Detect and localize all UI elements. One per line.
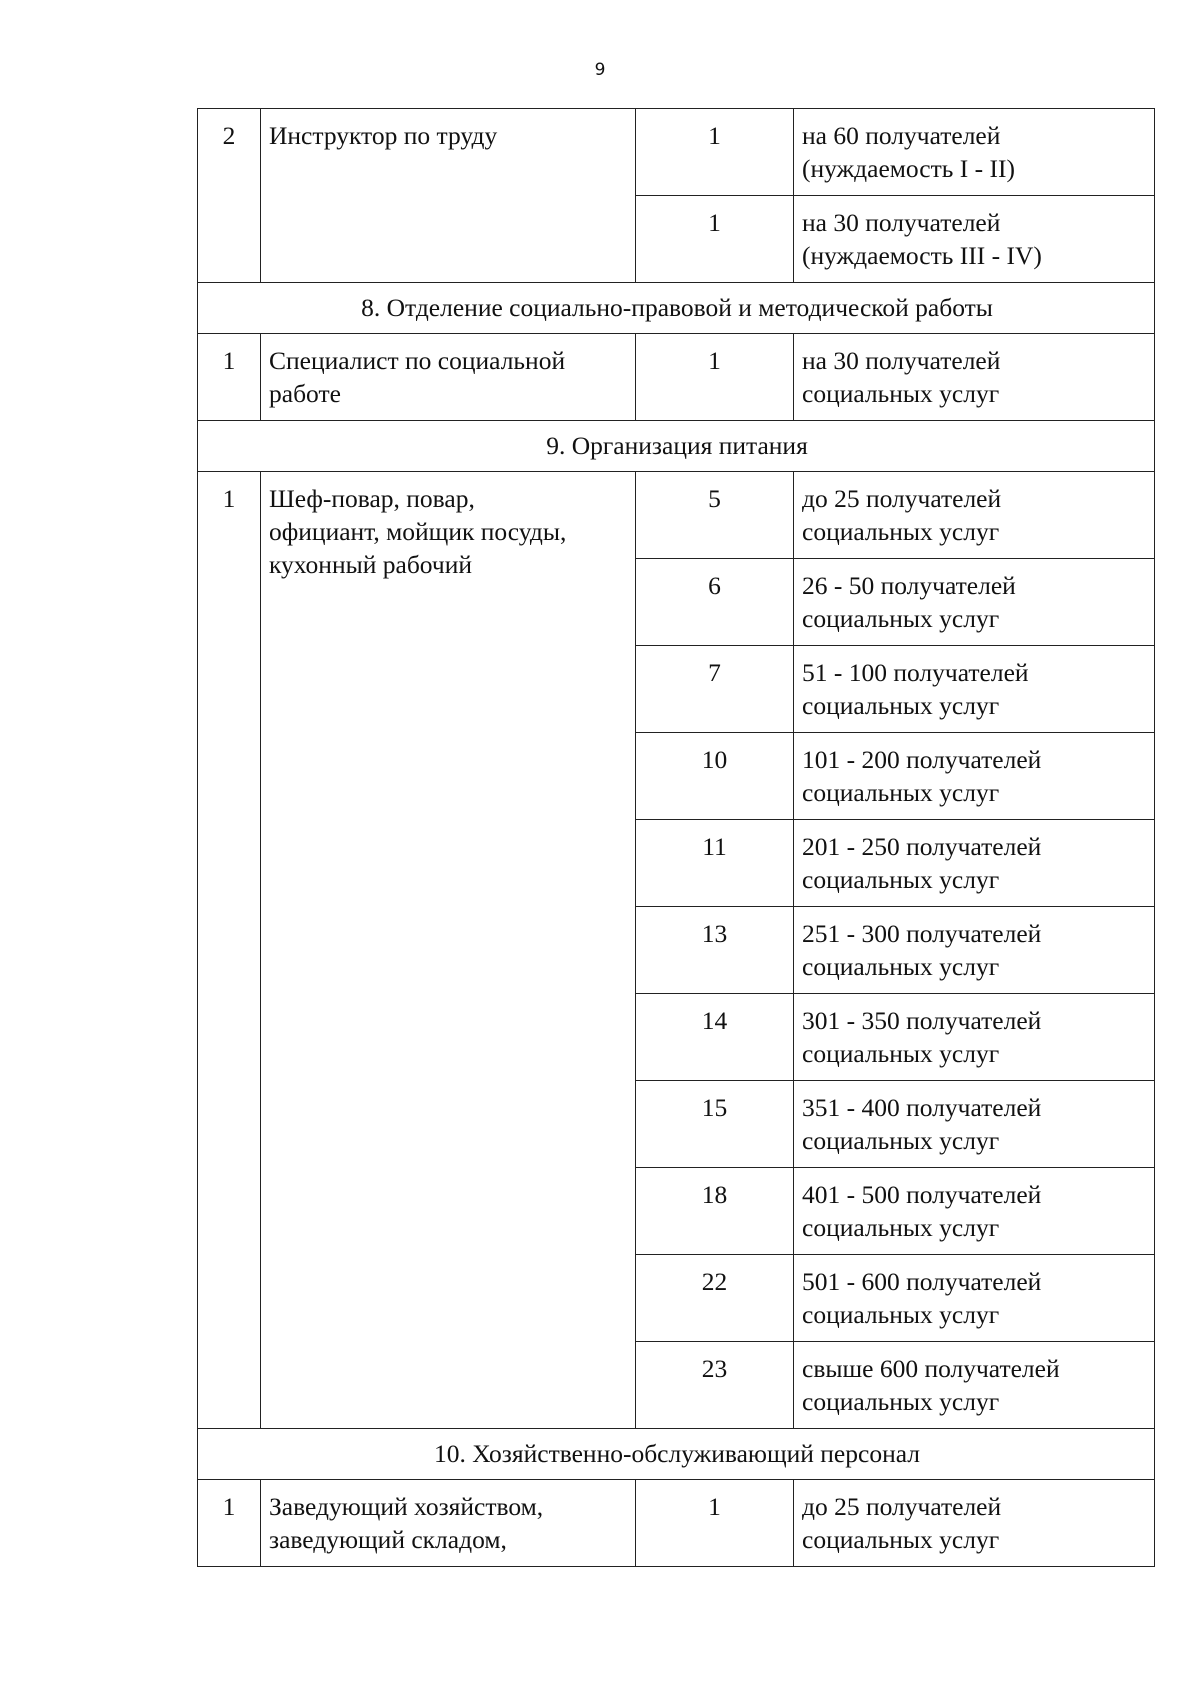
norm-line: социальных услуг <box>802 952 1000 981</box>
norm-line: 201 - 250 получателей <box>802 832 1042 861</box>
norm-cell <box>794 1168 1155 1255</box>
row-number-cell: 1 <box>198 472 261 1429</box>
norm-line: (нуждаемость III - IV) <box>802 241 1042 270</box>
norm-line: 401 - 500 получателей <box>802 1180 1042 1209</box>
norm-line: социальных услуг <box>802 1300 1000 1329</box>
position-line: Заведующий хозяйством, <box>269 1492 544 1521</box>
table-row <box>198 1480 1155 1567</box>
norm-line: социальных услуг <box>802 379 1000 408</box>
norm-line: 301 - 350 получателей <box>802 1006 1042 1035</box>
norm-line: социальных услуг <box>802 1387 1000 1416</box>
section-header-row <box>198 421 1155 472</box>
quantity-cell: 22 <box>636 1255 794 1342</box>
norm-cell <box>794 1081 1155 1168</box>
norm-cell <box>794 733 1155 820</box>
norm-cell <box>794 907 1155 994</box>
position-cell <box>261 1480 636 1567</box>
norm-line: 251 - 300 получателей <box>802 919 1042 948</box>
quantity-cell: 13 <box>636 907 794 994</box>
norm-cell <box>794 820 1155 907</box>
quantity-cell: 5 <box>636 472 794 559</box>
position-line: кухонный рабочий <box>269 550 473 579</box>
position-cell <box>261 472 636 1429</box>
quantity-cell: 10 <box>636 733 794 820</box>
norm-line: до 25 получателей <box>802 1492 1002 1521</box>
norm-line: (нуждаемость I - II) <box>802 154 1015 183</box>
norm-cell <box>794 109 1155 196</box>
norm-cell <box>794 472 1155 559</box>
quantity-cell: 6 <box>636 559 794 646</box>
quantity-cell: 15 <box>636 1081 794 1168</box>
position-cell <box>261 334 636 421</box>
norm-line: социальных услуг <box>802 1039 1000 1068</box>
norm-line: социальных услуг <box>802 1525 1000 1554</box>
norm-line: социальных услуг <box>802 691 1000 720</box>
position-cell: Инструктор по труду <box>261 109 636 283</box>
norm-line: социальных услуг <box>802 604 1000 633</box>
quantity-cell: 7 <box>636 646 794 733</box>
norm-line: 501 - 600 получателей <box>802 1267 1042 1296</box>
quantity-cell: 14 <box>636 994 794 1081</box>
norm-cell <box>794 994 1155 1081</box>
position-line: официант, мойщик посуды, <box>269 517 567 546</box>
staffing-table <box>197 108 1155 1567</box>
norm-line: социальных услуг <box>802 517 1000 546</box>
quantity-cell: 1 <box>636 109 794 196</box>
norm-cell <box>794 646 1155 733</box>
norm-cell <box>794 1255 1155 1342</box>
norm-cell <box>794 559 1155 646</box>
row-number-cell: 1 <box>198 1480 261 1567</box>
norm-cell <box>794 1342 1155 1429</box>
position-line: Специалист по социальной <box>269 346 566 375</box>
norm-line: социальных услуг <box>802 1126 1000 1155</box>
norm-line: на 30 получателей <box>802 208 1001 237</box>
section-title: 8. Отделение социально-правовой и методической работы <box>198 283 1155 334</box>
norm-line: на 60 получателей <box>802 121 1001 150</box>
row-number-cell: 2 <box>198 109 261 283</box>
norm-line: до 25 получателей <box>802 484 1002 513</box>
table-row <box>198 334 1155 421</box>
section-header-row <box>198 283 1155 334</box>
section-title: 9. Организация питания <box>198 421 1155 472</box>
norm-line: социальных услуг <box>802 1213 1000 1242</box>
section-title: 10. Хозяйственно-обслуживающий персонал <box>198 1429 1155 1480</box>
quantity-cell: 1 <box>636 334 794 421</box>
norm-line: 101 - 200 получателей <box>802 745 1042 774</box>
norm-line: 26 - 50 получателей <box>802 571 1016 600</box>
norm-line: на 30 получателей <box>802 346 1001 375</box>
norm-cell <box>794 334 1155 421</box>
norm-line: социальных услуг <box>802 865 1000 894</box>
norm-cell <box>794 196 1155 283</box>
norm-line: 351 - 400 получателей <box>802 1093 1042 1122</box>
norm-line: свыше 600 получателей <box>802 1354 1060 1383</box>
position-line: Шеф-повар, повар, <box>269 484 475 513</box>
section-header-row <box>198 1429 1155 1480</box>
quantity-cell: 23 <box>636 1342 794 1429</box>
row-number-cell: 1 <box>198 334 261 421</box>
quantity-cell: 11 <box>636 820 794 907</box>
norm-cell <box>794 1480 1155 1567</box>
norm-line: 51 - 100 получателей <box>802 658 1029 687</box>
norm-line: социальных услуг <box>802 778 1000 807</box>
quantity-cell: 18 <box>636 1168 794 1255</box>
table-row <box>198 109 1155 196</box>
page-number: 9 <box>594 60 606 80</box>
quantity-cell: 1 <box>636 1480 794 1567</box>
position-line: работе <box>269 379 341 408</box>
position-line: заведующий складом, <box>269 1525 507 1554</box>
table-row <box>198 472 1155 559</box>
quantity-cell: 1 <box>636 196 794 283</box>
